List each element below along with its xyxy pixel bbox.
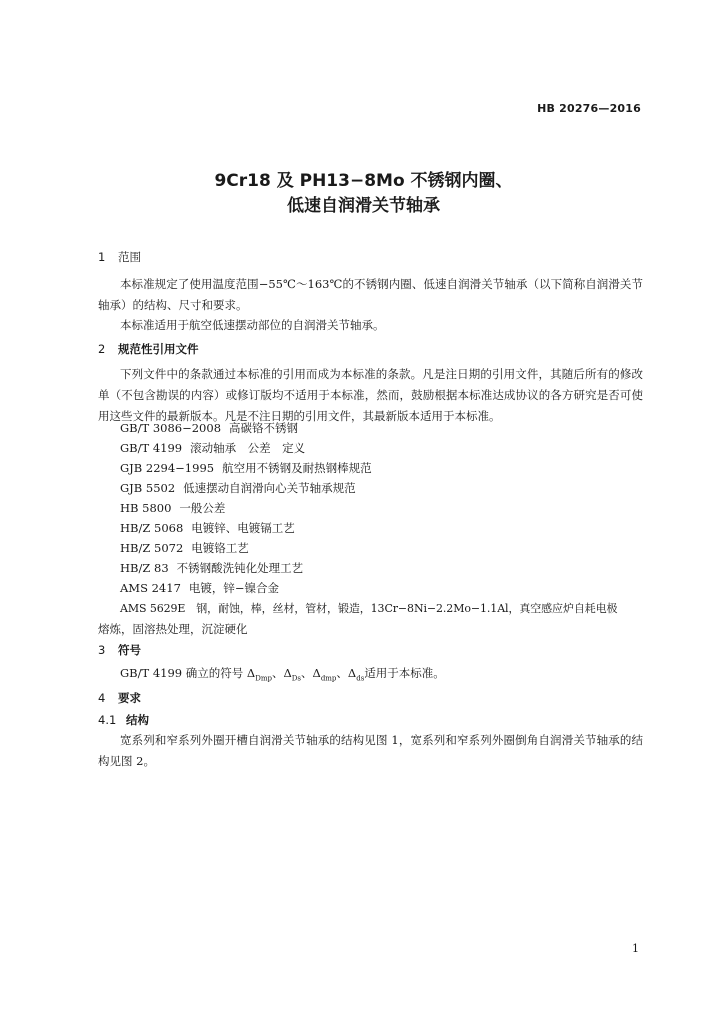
reference-item xyxy=(120,520,295,536)
reference-code: GB/T 3086−2008 xyxy=(120,421,222,435)
page-number: 1 xyxy=(632,942,639,955)
reference-name: 电镀锌、电镀镉工艺 xyxy=(191,521,295,535)
section-1-paragraph-2: 本标准适用于航空低速摆动部位的自润滑关节轴承。 xyxy=(120,318,385,332)
section-number: 4 xyxy=(98,691,106,705)
reference-code: HB 5800 xyxy=(120,501,172,515)
reference-code: HB/Z 5072 xyxy=(120,541,184,555)
section-3-heading xyxy=(98,642,141,658)
reference-name: 低速摆动自润滑向心关节轴承规范 xyxy=(183,481,356,495)
section-4-heading xyxy=(98,690,141,706)
section-2-intro: 下列文件中的条款通过本标准的引用而成为本标准的条款。凡是注日期的引用文件，其随后所有的修改单（不包含勘误的内容）或修订版均不适用于本标准，然而，鼓励根据本标准达成协议的各方研究是否可使用这些文件的最新版本。凡是不注日期的引用文件，其最新版本适用于本标准。 xyxy=(98,367,643,423)
reference-name: 高碳铬不锈钢 xyxy=(229,421,299,435)
reference-code: AMS 2417 xyxy=(120,581,181,595)
reference-code: GJB 2294−1995 xyxy=(120,461,215,475)
reference-code: GJB 5502 xyxy=(120,481,176,495)
reference-item xyxy=(120,480,356,496)
section-2-heading xyxy=(98,341,199,357)
standard-code: HB 20276—2016 xyxy=(537,102,641,115)
reference-name: 电镀，锌−镍合金 xyxy=(188,581,280,595)
reference-item xyxy=(120,500,225,516)
reference-code: HB/Z 5068 xyxy=(120,521,184,535)
reference-name: 不锈钢酸洗钝化处理工艺 xyxy=(176,561,304,575)
reference-name: 滚动轴承 公差 定义 xyxy=(190,441,306,455)
reference-name: 航空用不锈钢及耐热钢棒规范 xyxy=(222,461,372,475)
section-number: 2 xyxy=(98,342,106,356)
section-4-1-paragraph: 宽系列和窄系列外圈开槽自润滑关节轴承的结构见图 1，宽系列和窄系列外圈倒角自润滑关节轴承的结构见图 2。 xyxy=(98,733,643,768)
reference-name: 电镀铬工艺 xyxy=(191,541,249,555)
reference-code: GB/T 4199 xyxy=(120,441,183,455)
section-title: 规范性引用文件 xyxy=(118,342,199,356)
section-title: 要求 xyxy=(118,691,141,705)
section-title: 范围 xyxy=(118,250,141,264)
section-1-paragraph-1: 本标准规定了使用温度范围−55℃～163℃的不锈钢内圈、低速自润滑关节轴承（以下简称自润滑关节轴承）的结构、尺寸和要求。 xyxy=(98,277,643,312)
reference-item xyxy=(120,420,298,436)
section-1-heading xyxy=(98,249,141,265)
section-4-1-heading xyxy=(98,712,149,728)
reference-item xyxy=(120,540,249,556)
subsection-title: 结构 xyxy=(126,713,149,727)
reference-code: HB/Z 83 xyxy=(120,561,169,575)
section-title: 符号 xyxy=(118,643,141,657)
reference-item xyxy=(120,580,279,596)
section-3-text: GB/T 4199 确立的符号 $\Delta_{Dmp}$、$\Delta_{Ds}$、$\Delta_{dmp}$、$\Delta_{ds}$适用于本标准。 xyxy=(120,666,445,683)
reference-item xyxy=(120,460,372,476)
reference-item xyxy=(120,560,303,576)
reference-item-ams5629e-continued: 熔炼，固溶热处理，沉淀硬化 xyxy=(98,622,248,636)
section-number: 3 xyxy=(98,643,106,657)
title-line-2: 低速自润滑关节轴承 xyxy=(287,196,440,216)
subsection-number: 4.1 xyxy=(98,713,117,727)
reference-item xyxy=(120,440,305,456)
reference-name: 一般公差 xyxy=(179,501,226,515)
section-number: 1 xyxy=(98,250,106,264)
reference-item-ams5629e: AMS 5629E 钢，耐蚀，棒，丝材，管材，锻造，13Cr−8Ni−2.2Mo−1.1Al，真空感应炉自耗电极 xyxy=(120,602,618,615)
title-line-1: 9Cr18 及 PH13−8Mo 不锈钢内圈、 xyxy=(214,171,513,191)
